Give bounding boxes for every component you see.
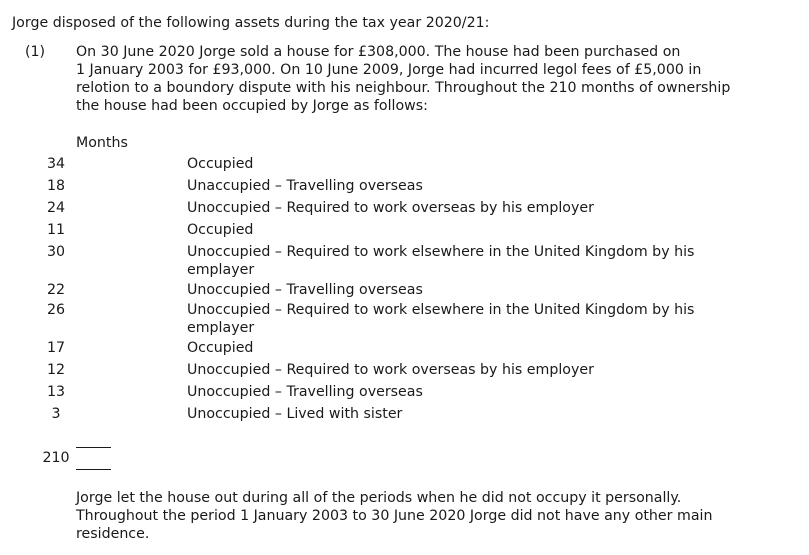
paragraph-2-line: Jorge let the house out during all of the periods when he did not occupy it personally. (76, 490, 682, 506)
paragraph-1-line: the house had been occupied by Jorge as follows: (76, 98, 428, 114)
row-description: Occupied (187, 156, 254, 172)
row-description: Unoccupied – Required to work elsewhere in the United Kingdom by his (187, 244, 695, 260)
months-value: 34 (46, 156, 66, 172)
months-value: 17 (46, 340, 66, 356)
months-value: 18 (46, 178, 66, 194)
row-description: Unoccupied – Required to work elsewhere in the United Kingdom by his (187, 302, 695, 318)
row-description: Unoccupied – Required to work overseas by his employer (187, 362, 594, 378)
paragraph-2-line: Throughout the period 1 January 2003 to 30 June 2020 Jorge did not have any other main (76, 508, 713, 524)
row-description: Occupied (187, 340, 254, 356)
paragraph-1-line: relotion to a boundory dispute with his neighbour. Throughout the 210 months of ownership (76, 80, 731, 96)
months-value: 3 (51, 406, 61, 422)
total-underline (76, 469, 111, 470)
total-months: 210 (42, 450, 70, 466)
row-description: Unaccupied – Travelling overseas (187, 178, 423, 194)
row-description: Unoccupied – Travelling overseas (187, 384, 423, 400)
row-description: Occupied (187, 222, 254, 238)
paragraph-2-line: residence. (76, 526, 150, 542)
total-rule (76, 447, 111, 448)
item-number: (1) (25, 44, 46, 60)
months-value: 24 (46, 200, 66, 216)
months-value: 26 (46, 302, 66, 318)
paragraph-1-line: 1 January 2003 for £93,000. On 10 June 2009, Jorge had incurred legol fees of £5,000 in (76, 62, 702, 78)
row-description-continued: emplayer (187, 320, 255, 336)
row-description: Unoccupied – Required to work overseas by his employer (187, 200, 594, 216)
row-description: Unoccupied – Lived with sister (187, 406, 403, 422)
paragraph-1 (76, 43, 801, 115)
months-value: 11 (46, 222, 66, 238)
row-description: Unoccupied – Travelling overseas (187, 282, 423, 298)
paragraph-2 (76, 489, 801, 543)
months-heading: Months (76, 135, 128, 151)
paragraph-1-line: On 30 June 2020 Jorge sold a house for £308,000. The house had been purchased on (76, 44, 681, 60)
months-value: 22 (46, 282, 66, 298)
months-value: 30 (46, 244, 66, 260)
row-description-continued: emplayer (187, 262, 255, 278)
intro-text: Jorge disposed of the following assets during the tax year 2020/21: (12, 15, 490, 31)
months-value: 12 (46, 362, 66, 378)
months-value: 13 (46, 384, 66, 400)
